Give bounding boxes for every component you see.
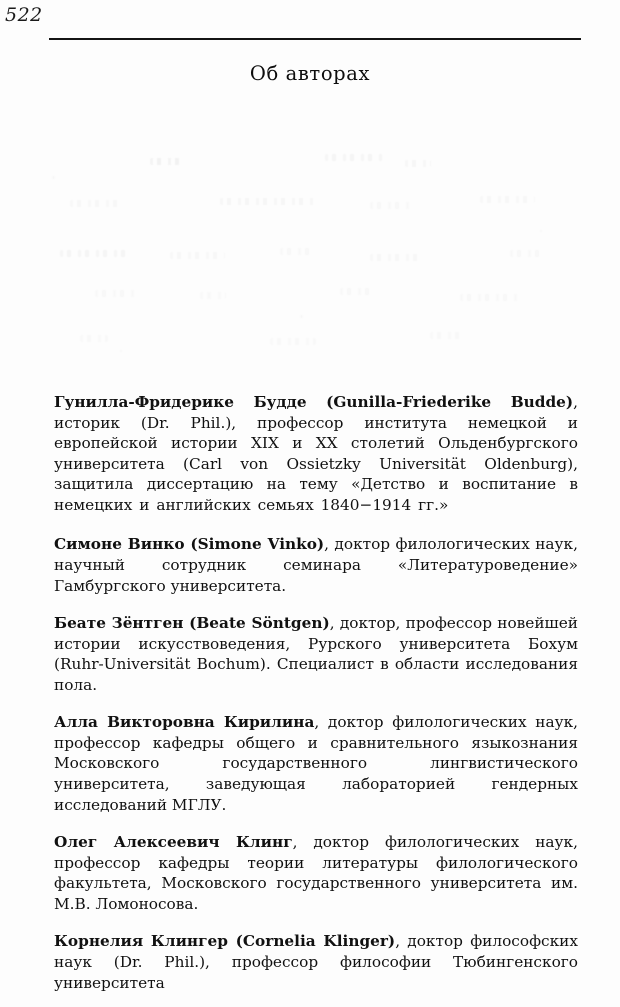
authors-list <box>54 392 578 993</box>
author-name: Корнелия Клингер (Cornelia Klinger) <box>54 932 396 951</box>
list-item <box>54 613 578 695</box>
list-item <box>54 931 578 993</box>
author-description: , доктор философских наук (Dr. Phil.), профессор философии Тюбингенского университета <box>54 932 578 992</box>
author-description: , историк (Dr. Phil.), профессор института немецкой и европейской истории XIX и XX столетий Ольденбургского университета (Carl von Ossietzky Universität Oldenburg), защитила диссертацию на тему «Детство и воспитание в немецких и английских семьях 1840−1914 гг.» <box>54 393 578 514</box>
author-name: Симоне Винко (Simone Vinko) <box>54 535 325 554</box>
page-title: Об авторах <box>249 62 371 85</box>
author-name: Алла Викторовна Кирилина <box>54 713 315 732</box>
author-description: , доктор филологических наук, профессор кафедры общего и сравнительного языкознания Московского государственного лингвистического университета, заведующая лабораторией гендерных исследований МГЛУ. <box>54 713 578 814</box>
author-name: Беате Зёнтген (Beate Söntgen) <box>54 614 330 633</box>
scan-artifact-layer <box>40 140 580 380</box>
author-description: , доктор филологических наук, научный сотрудник семинара «Литературоведение» Гамбургского университета. <box>54 535 578 595</box>
page-number: 522 <box>5 4 43 26</box>
author-description: , доктор, профессор новейшей истории искусствоведения, Рурского университета Бохум (Ruhr-Universität Bochum). Специалист в области исследования пола. <box>54 614 579 694</box>
author-name: Олег Алексеевич Клинг <box>54 833 293 852</box>
author-name: Гунилла-Фридерике Будде (Gunilla-Friederike Budde) <box>54 393 574 411</box>
list-item <box>54 712 578 815</box>
author-description: , доктор филологических наук, профессор кафедры теории литературы филологического факультета, Московского государственного университета им. М.В. Ломоносова. <box>54 833 578 913</box>
list-item <box>54 392 578 515</box>
list-item <box>54 534 578 596</box>
header-rule <box>49 38 581 40</box>
list-item <box>54 832 578 914</box>
